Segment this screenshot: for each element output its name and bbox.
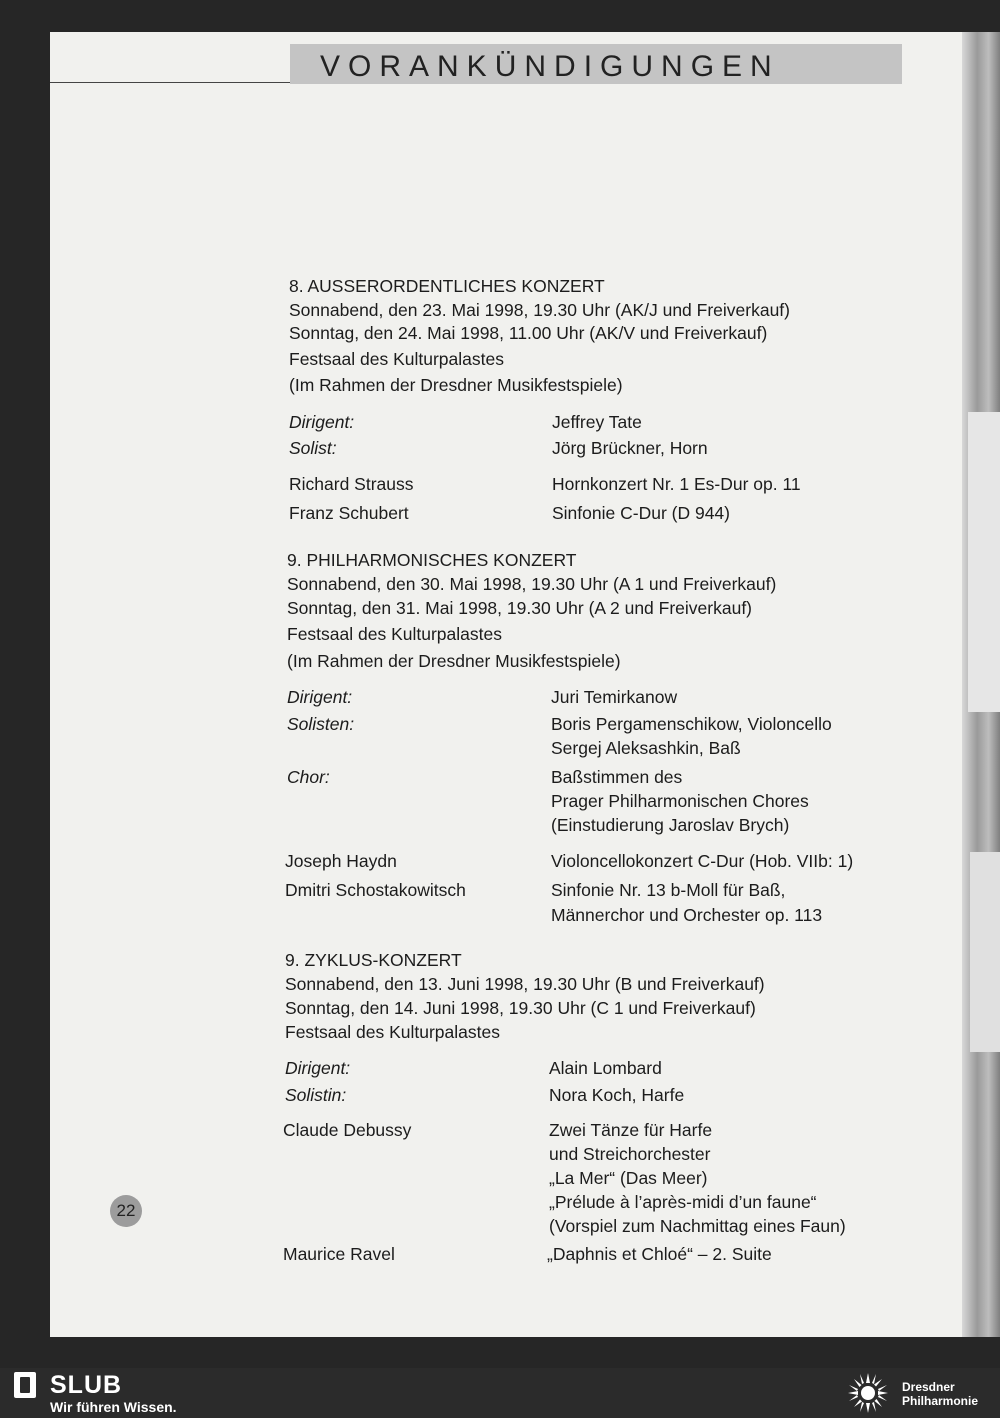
concert-date: Sonntag, den 14. Juni 1998, 19.30 Uhr (C 1 und Freiverkauf) (285, 998, 756, 1018)
work: „Prélude à l’après-midi d’un faune“ (549, 1192, 817, 1212)
role-value: Jeffrey Tate (552, 412, 642, 432)
concert-venue: Festsaal des Kulturpalastes (287, 624, 502, 644)
work: Zwei Tänze für Harfe (549, 1120, 713, 1140)
role-label: Dirigent: (285, 1058, 351, 1078)
library-name[interactable]: SLUB (50, 1371, 123, 1399)
composer: Dmitri Schostakowitsch (285, 880, 466, 900)
work: Männerchor und Orchester op. 113 (551, 905, 823, 925)
page-number: 22 (110, 1195, 142, 1227)
concert-venue: Festsaal des Kulturpalastes (285, 1022, 500, 1042)
work: Hornkonzert Nr. 1 Es-Dur op. 11 (552, 474, 801, 494)
role-label: Dirigent: (287, 687, 353, 707)
concert-note: (Im Rahmen der Dresdner Musikfestspiele) (287, 651, 621, 671)
concert-note: (Im Rahmen der Dresdner Musikfestspiele) (289, 375, 623, 395)
work: Sinfonie C-Dur (D 944) (552, 503, 730, 523)
adjacent-page-highlight (968, 412, 1000, 712)
composer: Claude Debussy (283, 1120, 412, 1140)
role-value: Prager Philharmonischen Chores (551, 791, 809, 811)
footer-bar (0, 1368, 1000, 1418)
work: „La Mer“ (Das Meer) (549, 1168, 708, 1188)
philharmonie-logo-icon[interactable] (846, 1371, 890, 1415)
composer: Joseph Haydn (285, 851, 397, 871)
concert-date: Sonnabend, den 13. Juni 1998, 19.30 Uhr (B und Freiverkauf) (285, 974, 765, 994)
concert-title: 9. PHILHARMONISCHES KONZERT (287, 550, 577, 570)
orchestra-name-line: Philharmonie (902, 1394, 979, 1408)
role-label: Chor: (287, 767, 330, 787)
orchestra-name-line: Dresdner (902, 1380, 955, 1394)
work: (Vorspiel zum Nachmittag eines Faun) (549, 1216, 846, 1236)
program-content (50, 32, 962, 1337)
composer: Maurice Ravel (283, 1244, 395, 1264)
concert-title: 9. ZYKLUS-KONZERT (285, 950, 462, 970)
work: „Daphnis et Chloé“ – 2. Suite (547, 1244, 772, 1264)
work: Violoncellokonzert C-Dur (Hob. VIIb: 1) (551, 851, 854, 871)
adjacent-page-highlight (970, 852, 1000, 1052)
role-label: Dirigent: (289, 412, 355, 432)
concert-venue: Festsaal des Kulturpalastes (289, 349, 504, 369)
role-value: Alain Lombard (549, 1058, 662, 1078)
composer: Richard Strauss (289, 474, 414, 494)
role-value: Boris Pergamenschikow, Violoncello (551, 714, 832, 734)
program-page (50, 32, 962, 1337)
concert-date: Sonnabend, den 23. Mai 1998, 19.30 Uhr (AK/J und Freiverkauf) (289, 300, 790, 320)
slub-logo-icon (14, 1372, 36, 1398)
role-value: Juri Temirkanow (551, 687, 678, 707)
role-value: (Einstudierung Jaroslav Brych) (551, 815, 790, 835)
role-label: Solisten: (287, 714, 355, 734)
composer: Franz Schubert (289, 503, 409, 523)
role-label: Solistin: (285, 1085, 347, 1105)
adjacent-page-edge (962, 32, 1000, 1337)
role-value: Jörg Brückner, Horn (552, 438, 708, 458)
concert-title: 8. AUSSERORDENTLICHES KONZERT (289, 276, 605, 296)
concert-date: Sonntag, den 24. Mai 1998, 11.00 Uhr (AK/V und Freiverkauf) (289, 323, 768, 343)
work: Sinfonie Nr. 13 b-Moll für Baß, (551, 880, 786, 900)
concert-date: Sonntag, den 31. Mai 1998, 19.30 Uhr (A 2 und Freiverkauf) (287, 598, 753, 618)
orchestra-name (902, 1380, 978, 1408)
work: und Streichorchester (549, 1144, 711, 1164)
role-label: Solist: (289, 438, 337, 458)
library-claim: Wir führen Wissen. (50, 1399, 177, 1415)
concert-date: Sonnabend, den 30. Mai 1998, 19.30 Uhr (A 1 und Freiverkauf) (287, 574, 777, 594)
role-value: Baßstimmen des (551, 767, 683, 787)
page-title: VORANKÜNDIGUNGEN (320, 50, 780, 83)
role-value: Nora Koch, Harfe (549, 1085, 685, 1105)
role-value: Sergej Aleksashkin, Baß (551, 738, 741, 758)
